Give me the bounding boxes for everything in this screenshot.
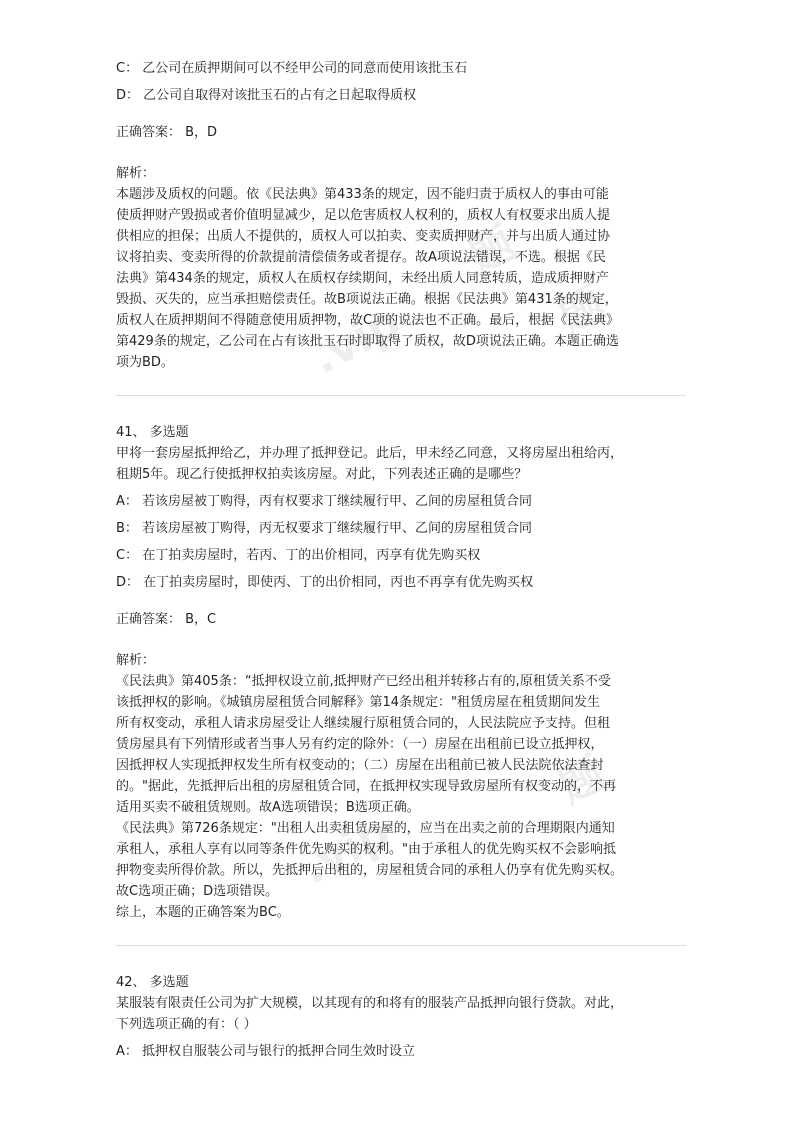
analysis-line: 该抵押权的影响。《城镇房屋租赁合同解释》第14条规定："租赁房屋在租赁期间发生 [116, 695, 601, 710]
analysis-line: 项为BD。 [116, 355, 174, 370]
stem-line: 某服装有限责任公司为扩大规模，以其现有的和将有的服装产品抵押向银行贷款。对此， [116, 996, 624, 1011]
analysis-text [116, 184, 686, 385]
question-heading: 42、 多选题 [116, 975, 189, 990]
analysis-line: 质权人在质押期间不得随意使用质押物，故C项的说法也不正确。最后，根据《民法典》 [116, 313, 620, 328]
option-b: B： 若该房屋被丁购得，丙无权要求丁继续履行甲、乙间的房屋租赁合同 [116, 521, 533, 536]
analysis-line: 《民法典》第405条：“抵押权设立前,抵押财产已经出租并转移占有的,原租赁关系不受 [116, 674, 611, 689]
option-d: D： 在丁拍卖房屋时，即使丙、丁的出价相同，丙也不再享有优先购买权 [116, 575, 534, 590]
stem-line: 租期5年。现乙行使抵押权拍卖该房屋。对此，下列表述正确的是哪些？ [116, 467, 528, 482]
watermark: .vip [303, 296, 409, 385]
stem-line: 甲将一套房屋抵押给乙，并办理了抵押登记。此后，甲未经乙同意，又将房屋出租给丙， [116, 446, 624, 461]
analysis-line: 所有权变动，承租人请求房屋受让人继续履行原租赁合同的，人民法院应予支持。但租 [116, 716, 611, 731]
watermark: 题 [550, 747, 614, 814]
analysis-line: 综上，本题的正确答案为BC。 [116, 905, 290, 920]
option-c: C： 在丁拍卖房屋时，若丙、丁的出价相同，丙享有优先购买权 [116, 548, 481, 563]
question-divider [116, 945, 686, 946]
analysis-line: 供相应的担保；出质人不提供的，质权人可以拍卖、变卖质押财产，并与出质人通过协 [116, 229, 611, 244]
analysis-line: 《民法典》第726条规定："出租人出卖租赁房屋的，应当在出卖之前的合理期限内通知 [116, 821, 615, 836]
correct-answer: 正确答案： B，C [116, 612, 217, 627]
question-stem [116, 993, 686, 1035]
analysis-label: 解析： [116, 166, 156, 181]
analysis-line: 适用买卖不破租赁规则。故A选项错误；B选项正确。 [116, 800, 420, 815]
analysis-line: 议将拍卖、变卖所得的价款提前清偿债务或者提存。故A项说法错误，不选。根据《民 [116, 250, 606, 265]
analysis-line: 使质押财产毁损或者价值明显减少，足以危害质权人权利的，质权人有权要求出质人提 [116, 208, 611, 223]
option-a: A： 若该房屋被丁购得，丙有权要求丁继续履行甲、乙间的房屋租赁合同 [116, 494, 533, 509]
watermark: 题 [460, 217, 524, 284]
analysis-line: 故C选项正确；D选项错误。 [116, 884, 279, 899]
question-42 [116, 972, 686, 1062]
question-41 [116, 422, 686, 923]
question-divider [116, 395, 686, 396]
option-d: D： 乙公司自取得对该批玉石的占有之日起取得质权 [116, 88, 417, 103]
analysis-line: 押物变卖所得价款。所以，先抵押后出租的，房屋租赁合同的承租人仍享有优先购买权。 [116, 863, 624, 878]
analysis-line: 第429条的规定，乙公司在占有该批玉石时即取得了质权，故D项说法正确。本题正确选 [116, 334, 619, 349]
analysis-label: 解析： [116, 653, 156, 668]
option-c: C： 乙公司在质押期间可以不经甲公司的同意而使用该批玉石 [116, 61, 468, 76]
question-stem [116, 443, 686, 485]
question-heading: 41、 多选题 [116, 425, 189, 440]
watermark: .vip [293, 806, 399, 895]
analysis-line: 赁房屋具有下列情形或者当事人另有约定的除外：（一）房屋在出租前已设立抵押权， [116, 737, 604, 752]
correct-answer: 正确答案： B，D [116, 125, 218, 140]
option-a: A： 抵押权自服装公司与银行的抵押合同生效时设立 [116, 1044, 416, 1059]
analysis-line: 法典》第434条的规定，质权人在质权存续期间，未经出质人同意转质，造成质押财产 [116, 271, 609, 286]
analysis-line: 因抵押权人实现抵押权发生所有权变动的；（二）房屋在出租前已被人民法院依法查封 [116, 758, 604, 773]
analysis-text [116, 671, 686, 923]
prev-question [116, 58, 686, 385]
analysis-line: 本题涉及质权的问题。依《民法典》第433条的规定，因不能归责于质权人的事由可能 [116, 187, 609, 202]
document-page [116, 58, 686, 1068]
analysis-line: 的。"据此，先抵押后出租的房屋租赁合同，在抵押权实现导致房屋所有权变动的，不再 [116, 779, 616, 794]
stem-line: 下列选项正确的有：（ ） [116, 1017, 257, 1032]
analysis-line: 毁损、灭失的，应当承担赔偿责任。故B项说法正确。根据《民法典》第431条的规定， [116, 292, 618, 307]
analysis-line: 承租人，承租人享有以同等条件优先购买的权利。"由于承租人的优先购买权不会影响抵 [116, 842, 616, 857]
watermark: 题 [550, 277, 614, 344]
